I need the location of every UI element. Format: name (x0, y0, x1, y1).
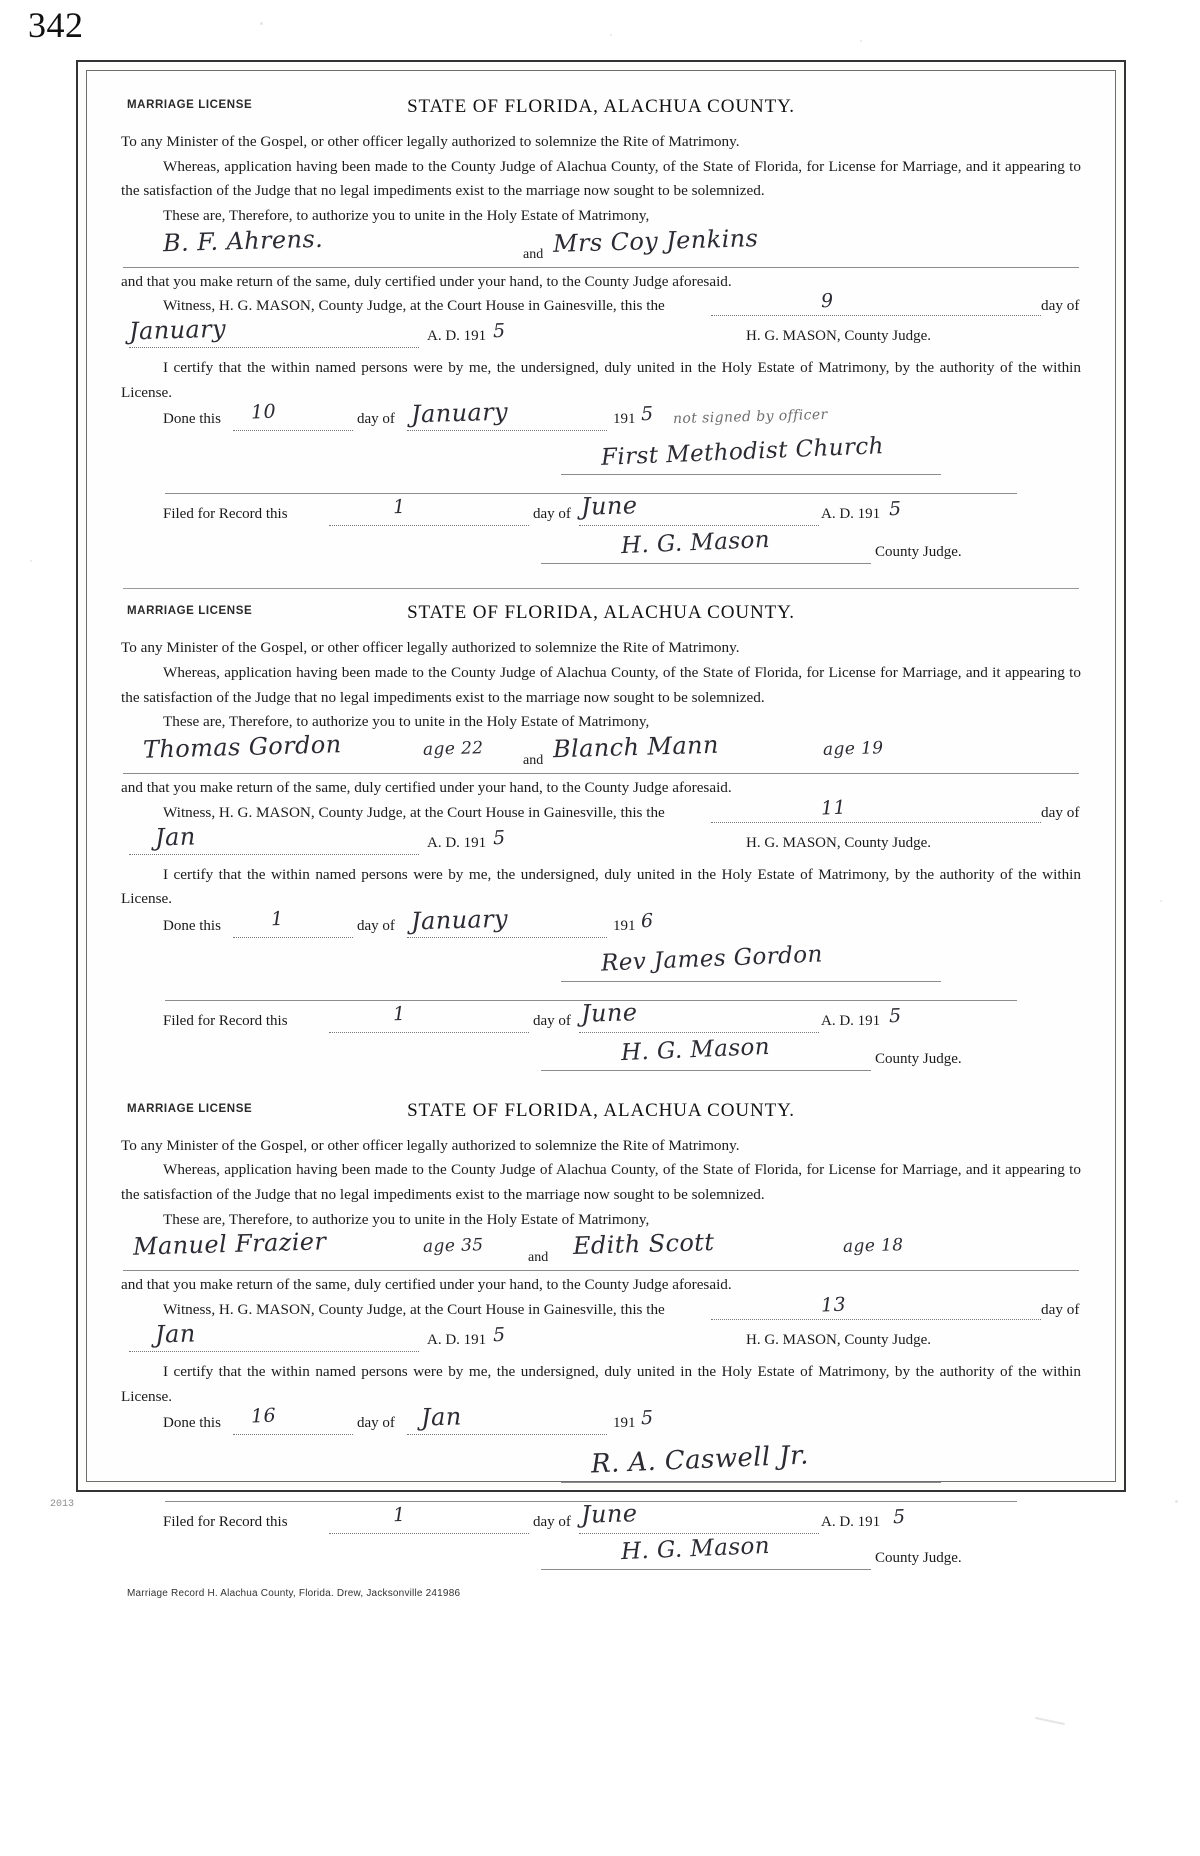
minister-line: To any Minister of the Gospel, or other officer legally authorized to solemnize the Rite of Matrimony. (121, 133, 740, 150)
filed-month: June (580, 997, 638, 1028)
filed-day-rule (329, 1031, 529, 1033)
officiant-rule (561, 1481, 941, 1483)
county-judge-signature-row (121, 527, 1081, 574)
county-judge-signature: H. G. Mason (620, 1533, 771, 1566)
filed-day: 1 (392, 496, 406, 519)
done-day-of-label: day of (357, 411, 395, 428)
minister-line: To any Minister of the Gospel, or other officer legally authorized to solemnize the Rite of Matrimony. (121, 639, 740, 657)
witness-line: Witness, H. G. MASON, County Judge, at the Court House in Gainesville, this the (163, 1300, 665, 1318)
bride-age: age 18 (842, 1235, 904, 1258)
witness-day: 9 (820, 289, 834, 313)
return-line: and that you make return of the same, duly certified under your hand, to the County Judge aforesaid. (121, 778, 732, 796)
whereas-paragraph: Whereas, application having been made to the County Judge of Alachua County, of the State of Florida, for License for Marriage, and it appearing to the satisfaction of the Judge that no legal impediments exist to the marriage now sought to be solemnized. (121, 664, 1081, 706)
done-day-rule (233, 936, 353, 938)
record-title: STATE OF FLORIDA, ALACHUA COUNTY. (407, 1099, 795, 1121)
archive-stamp: 2013 (50, 1499, 75, 1510)
bride-name: Edith Scott (572, 1228, 715, 1261)
done-year-stub: 191 (613, 411, 636, 428)
scan-speck (1175, 1500, 1178, 1503)
done-day-of-label: day of (357, 917, 395, 934)
authorize-line: These are, Therefore, to authorize you to unite in the Holy Estate of Matrimony, (163, 206, 650, 224)
and-label: and (528, 1250, 549, 1266)
officiant-signature: R. A. Caswell Jr. (590, 1440, 810, 1480)
record-label: MARRIAGE LICENSE (127, 605, 253, 618)
witness-month-rule (129, 346, 419, 348)
filed-month-rule (579, 1031, 819, 1033)
page-number: 342 (28, 5, 84, 45)
done-year: 6 (640, 909, 654, 932)
certify-line: I certify that the within named persons were by me, the undersigned, duly united in the Holy Estate of Matrimony, by the authority of the within License. (121, 1362, 1081, 1405)
groom-name: Manuel Frazier (132, 1227, 327, 1261)
witness-line: Witness, H. G. MASON, County Judge, at the Court House in Gainesville, this the (163, 803, 665, 821)
filed-year: 5 (892, 1505, 906, 1529)
county-judge-label: County Judge. (875, 544, 962, 561)
witness-year: 5 (492, 826, 506, 849)
officiant-signature-row (121, 941, 1081, 990)
county-judge-signature: H. G. Mason (620, 1033, 771, 1066)
ad-label: A. D. 191 (427, 834, 487, 851)
witness-month-row (121, 1319, 1081, 1360)
groom-age: age 35 (422, 1235, 484, 1258)
witness-day-rule (711, 821, 1041, 823)
officiant-rule (561, 980, 941, 982)
ad-label: A. D. 191 (427, 328, 487, 345)
ad-label: A. D. 191 (427, 1331, 487, 1348)
and-label: and (523, 246, 544, 262)
couple-names-row (123, 223, 1079, 268)
filed-day-rule (329, 524, 529, 526)
county-judge-label: County Judge. (875, 1050, 962, 1067)
filed-row (121, 997, 1081, 1043)
whereas-paragraph: Whereas, application having been made to the County Judge of Alachua County, of the State of Florida, for License for Marriage, and it appearing to the satisfaction of the Judge that no legal impediments exist to the marriage now sought to be solemnized. (121, 157, 1081, 200)
witness-row (121, 289, 1081, 322)
officiant-signature-row (121, 1440, 1081, 1491)
scan-speck (260, 22, 263, 25)
witness-row (121, 796, 1081, 829)
judge-name: H. G. MASON, County Judge. (746, 328, 932, 345)
witness-month-row (121, 821, 1081, 863)
couple-names-row (123, 1227, 1079, 1271)
scan-speck (610, 34, 612, 36)
witness-month: Jan (154, 821, 196, 852)
done-this-label: Done this (163, 411, 221, 428)
done-this-label: Done this (163, 1415, 221, 1432)
certify-line: I certify that the within named persons were by me, the undersigned, duly united in the Holy Estate of Matrimony, by the authority of the within License. (121, 359, 1081, 401)
records-container (87, 71, 1115, 1600)
scan-speck (860, 40, 862, 42)
record-separator (123, 588, 1079, 589)
certify-line: I certify that the within named persons were by me, the undersigned, duly united in the Holy Estate of Matrimony, by the authority of the within License. (121, 865, 1081, 908)
filed-month: June (580, 1499, 638, 1529)
filed-month: June (580, 491, 638, 522)
done-month-rule (407, 429, 607, 431)
county-judge-signature: H. G. Mason (620, 527, 771, 560)
witness-line: Witness, H. G. MASON, County Judge, at the Court House in Gainesville, this the (163, 297, 665, 315)
county-judge-rule (541, 1069, 871, 1071)
done-month: January (410, 904, 509, 936)
done-year: 5 (640, 1406, 654, 1430)
done-row (121, 1402, 1081, 1443)
officiant-rule (561, 473, 941, 475)
done-day: 1 (270, 907, 284, 930)
filed-month-rule (579, 524, 819, 526)
county-judge-label: County Judge. (875, 1550, 962, 1567)
witness-month: Jan (154, 1319, 196, 1349)
filed-for-record-label: Filed for Record this (163, 506, 288, 523)
day-of-label: day of (1041, 297, 1080, 315)
filed-day-of-label: day of (533, 1514, 571, 1531)
day-of-label: day of (1041, 1300, 1080, 1318)
scan-speck (1035, 1717, 1065, 1725)
done-month: January (410, 398, 509, 429)
filed-year: 5 (888, 498, 902, 521)
filed-day-rule (329, 1532, 529, 1534)
groom-name: Thomas Gordon (142, 730, 342, 764)
officiant-signature: Rev James Gordon (600, 941, 824, 977)
witness-month-row (121, 314, 1081, 356)
filed-ad-label: A. D. 191 (821, 506, 881, 523)
bride-name: Mrs Coy Jenkins (552, 223, 759, 258)
filed-ad-label: A. D. 191 (821, 1514, 881, 1531)
done-month: Jan (420, 1402, 462, 1432)
witness-day-rule (711, 1318, 1041, 1320)
couple-names-row (123, 730, 1079, 774)
authorize-line: These are, Therefore, to authorize you to unite in the Holy Estate of Matrimony, (163, 713, 650, 731)
form-footnote: Marriage Record H. Alachua County, Florida. Drew, Jacksonville 241986 (127, 1588, 461, 1600)
filed-month-rule (579, 1532, 819, 1534)
witness-day: 13 (820, 1293, 847, 1317)
marriage-record-3 (121, 1099, 1081, 1600)
witness-year: 5 (492, 319, 506, 343)
marriage-record-1 (121, 96, 1081, 574)
authorize-line: These are, Therefore, to authorize you to unite in the Holy Estate of Matrimony, (163, 1210, 650, 1228)
done-year-stub: 191 (613, 1415, 636, 1432)
groom-age: age 22 (422, 738, 484, 760)
done-day-of-label: day of (357, 1415, 395, 1432)
scan-speck (1160, 900, 1162, 902)
document-frame (76, 60, 1126, 1600)
done-this-label: Done this (163, 917, 221, 934)
filed-day: 1 (392, 1002, 406, 1025)
county-judge-rule (541, 562, 871, 564)
done-row (121, 904, 1081, 946)
county-judge-signature-row (121, 1033, 1081, 1081)
officiant-signature: First Methodist Church (600, 433, 885, 472)
county-judge-rule (541, 1568, 871, 1570)
witness-day-rule (711, 314, 1041, 316)
done-day-rule (233, 429, 353, 431)
done-month-rule (407, 1433, 607, 1435)
filed-ad-label: A. D. 191 (821, 1012, 881, 1029)
done-day: 10 (250, 400, 277, 424)
witness-month-rule (129, 853, 419, 855)
record-title: STATE OF FLORIDA, ALACHUA COUNTY. (407, 96, 795, 117)
officiant-note: not signed by officer (672, 407, 828, 428)
filed-row (121, 491, 1081, 536)
day-of-label: day of (1041, 803, 1080, 821)
witness-day: 11 (820, 796, 847, 819)
done-row (121, 398, 1081, 439)
filed-for-record-label: Filed for Record this (163, 1012, 288, 1029)
bride-name: Blanch Mann (552, 730, 720, 764)
marriage-record-2 (121, 602, 1081, 1080)
whereas-paragraph: Whereas, application having been made to the County Judge of Alachua County, of the State of Florida, for License for Marriage, and it appearing to the satisfaction of the Judge that no legal impediments exist to the marriage now sought to be solemnized. (121, 1161, 1081, 1203)
record-label: MARRIAGE LICENSE (127, 1102, 253, 1115)
filed-day-of-label: day of (533, 1012, 571, 1029)
county-judge-signature-row (121, 1533, 1081, 1580)
record-title: STATE OF FLORIDA, ALACHUA COUNTY. (407, 602, 795, 624)
filed-day: 1 (392, 1503, 406, 1527)
witness-year: 5 (492, 1323, 506, 1347)
witness-row (121, 1293, 1081, 1326)
return-line: and that you make return of the same, duly certified under your hand, to the County Judge aforesaid. (121, 1276, 732, 1294)
witness-month: January (128, 314, 227, 346)
done-month-rule (407, 936, 607, 938)
witness-month-rule (129, 1350, 419, 1352)
done-day-rule (233, 1433, 353, 1435)
filed-year: 5 (888, 1004, 902, 1027)
filed-row (121, 1499, 1081, 1544)
judge-name: H. G. MASON, County Judge. (746, 1331, 932, 1348)
return-line: and that you make return of the same, duly certified under your hand, to the County Judge aforesaid. (121, 272, 732, 290)
record-label: MARRIAGE LICENSE (127, 99, 253, 111)
officiant-signature-row (121, 433, 1081, 483)
filed-day-of-label: day of (533, 506, 571, 523)
scan-speck (30, 560, 32, 562)
filed-for-record-label: Filed for Record this (163, 1514, 288, 1531)
groom-name: B. F. Ahrens. (162, 224, 324, 257)
document-inner-border (86, 70, 1116, 1600)
done-year-stub: 191 (613, 917, 636, 934)
bride-age: age 19 (822, 738, 884, 760)
and-label: and (523, 752, 544, 768)
minister-line: To any Minister of the Gospel, or other officer legally authorized to solemnize the Rite of Matrimony. (121, 1136, 740, 1154)
done-year: 5 (640, 403, 654, 426)
judge-name: H. G. MASON, County Judge. (746, 834, 932, 851)
done-day: 16 (250, 1404, 277, 1428)
